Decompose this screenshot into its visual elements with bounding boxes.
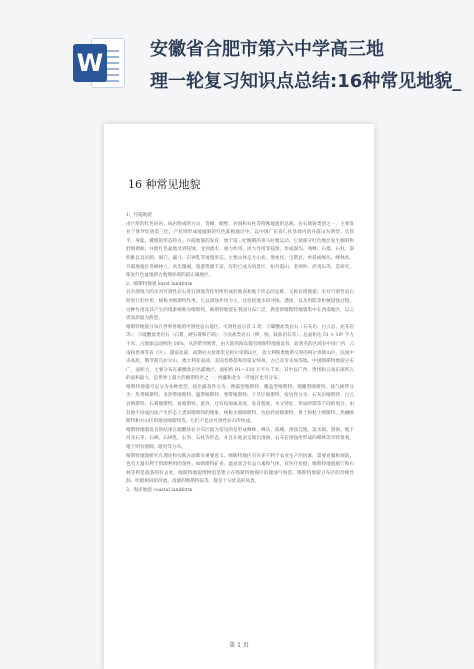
paragraph: 喀斯特地貌可以分为多种类型，按出露条件分为：裸露型喀斯特、覆盖型喀斯特、埋藏型喀斯特。按气候带分为：热带喀斯特、亚热带喀斯特、温带喀斯特、寒带喀斯特、干旱区喀斯特。按岩性分为：石灰岩喀斯特、白云岩喀斯特、石膏喀斯特、盐喀斯特。此外，还有按海拔高度、发育程度、水文特征、形成时期等不同的划分。由其他不同成因而产生形态上类似喀斯特的现象，统称为假喀斯特，包括碎屑喀斯特、黄土和粘土喀斯特、热融喀斯特和火山区的熔岩喀斯特等。它们不是由可溶性岩石所构成。 [126,384,354,425]
word-document-icon [73,34,125,92]
document-header [0,0,474,110]
section-heading: 1、丹霞地貌 [126,213,152,218]
document-page-preview[interactable] [104,124,374,669]
section-heading: 3、海岸地貌 coastal landform [126,488,193,493]
paragraph: 由巨厚的红色砂岩、砾岩组成的方山、奇峰、峭壁、岩洞和石柱等特殊地貌的总称。岩石地貌类型之一，主要发育于侏罗纪到第三纪，产状则形成缓倾斜的红色陆相地层中。以中国广东省仁化县境内的丹霞山为典型。具顶平、身陡、麓缓的形态特点。丹霞地貌的发育，始于第三纪晚期的喜马拉雅运动。它使部分红色地层发生倾斜和舒缓褶曲，并使红色盆地受到侵蚀。受到流水、重力作用、风力作用等侵蚀，形成深沟、残峰、石墙、石柱、崩积锥以及岩洞、洞穴、漏斗、石钟乳等地貌形态。主要山体呈方山状、堡垒状、宝塔状，单斜或峰丛、峰林状。丹霞地貌区奇峰林立、风光瑰丽，旅游资源丰富，有的已成为风景区，如丹霞山、金鸡岭、武夷山等。是研究、恢复红色盆地的古地理环境的最正确地区。 [126,221,354,279]
page-heading: 16 种常见地貌 [128,178,201,191]
document-title-line-2: 理一轮复习知识点总结:16种常见地貌_ [150,71,462,92]
paragraph: 具有溶蚀力的水对可溶性岩石进行溶蚀等作用所形成的地表和地下形态的总称，又称岩溶地貌。水对可溶性岩石所进行的作用，统称为喀斯特作用。它以溶蚀作用为主，还包括流水的冲蚀、潜蚀，以及坍陷等机械侵蚀过程。这种作用及其产生的现象统称为喀斯特。喀斯特地貌在我国分布广泛，典型的喀斯特地貌集中在西南地区，以云贵高原最为典型。 [126,290,354,322]
section-heading: 2、喀斯特地貌 karst landform [126,281,193,287]
paragraph: 喀斯特地貌分布在世界各地的可溶性岩石地区。可溶性岩石有 3 类：①碳酸盐类岩石（石灰岩、白云岩、泥灰岩等）；②硫酸盐类岩石（石膏、硬石膏和芒硝）；③卤盐类岩石（钾、钠、镁盐岩石等）。总面积达 51 × 10⁶ 平方千米，占地球总面积的 10%，从热带到寒带，由大陆到海岛都有喀斯特地貌发育。较著名的区域有中国广西、云南和贵州等省（区），越南北部，南斯拉夫狄那里克阿尔卑斯山区，意大利和奥地利交界的阿尔卑斯山区，法国中央高原，俄罗斯乌拉尔山，澳大利亚南部，美国肯塔基和印第安纳州，古巴及牙买加等地。中国喀斯特地貌分布广，面积大，主要分布在碳酸盐岩出露地区，面积约 91～130 万平方千米。其中以广西、贵州和云南东部所占的面积最大，是世界上最大的喀斯特区之一；西藏和北方一些地区也有分布。 [126,324,354,382]
word-letter-icon: W [73,44,107,82]
page-body [126,212,354,496]
page-number: 第 1 页 [229,642,249,649]
document-title-line-1: 安徽省合肥市第六中学高三地 [150,39,384,60]
paragraph: 喀斯特地貌研究在理论和实践方面都有重要意义。喀斯特地区有许多不利于农业生产的因素，需要克服和预防，也有大量有利于资源利用的条件。如喀斯特矿泉、温泉富含有益元素和气体，有医疗价值；喀斯特地貌洞穴和石林等则是旅游的好去处。喀斯特地貌博物馆是建立在喀斯特地貌区的储油气构造、喀斯特地貌分布区的奇峰异洞，明暗相间的河流，清澈的喀斯特泉等，都是十分优美的风景。 [126,453,354,485]
paragraph: 喀斯特地貌发育的结果在碳酸盐岩分布区最为常见的是形成峰林、峰丛、孤峰、溶蚀洼地、落水洞、溶洞、地下河及石芽、石林、石钟乳、石笋、石柱等形态，并且在地表呈现出溶洞、石灰岩溶蚀所形成的峰林等奇特景观，地下则有溶洞、暗河等分布。 [126,427,354,451]
